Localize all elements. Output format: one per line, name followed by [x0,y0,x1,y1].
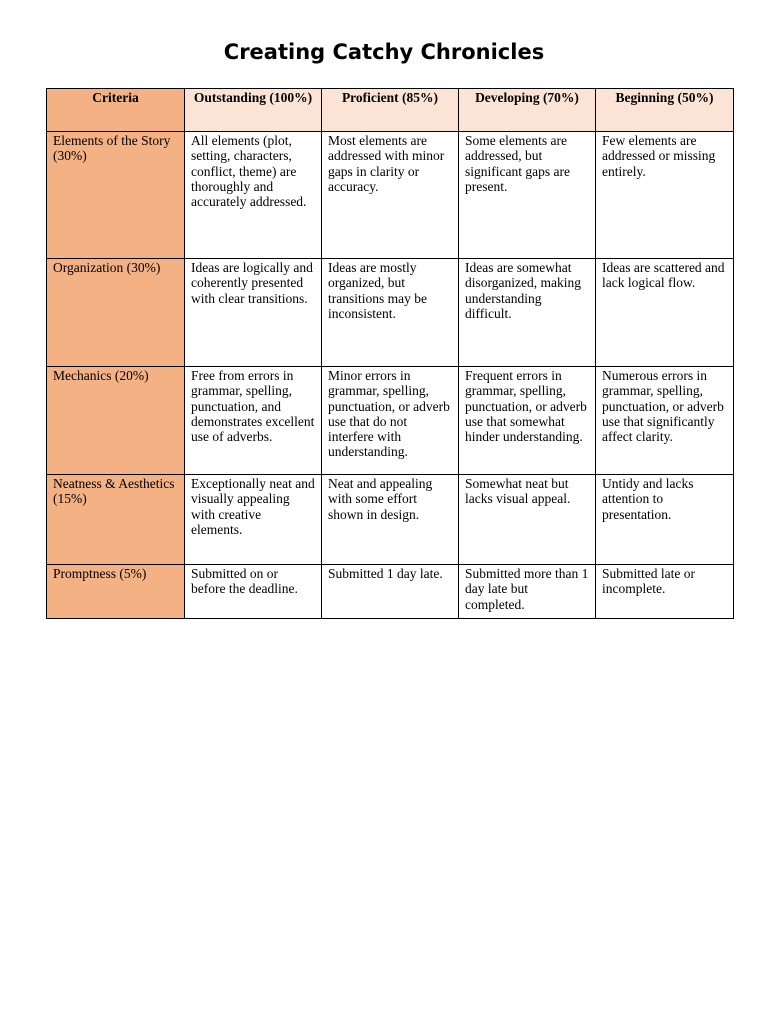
rubric-header-row [47,89,734,132]
page-title: Creating Catchy Chronicles [223,40,545,64]
criterion-label: Elements of the Story (30%) [47,132,185,259]
rubric-table [46,88,734,619]
cell-outstanding: Ideas are logically and coherently presented with clear transitions. [185,259,322,367]
cell-outstanding: Exceptionally neat and visually appealing with creative elements. [185,475,322,565]
cell-outstanding: All elements (plot, setting, characters, conflict, theme) are thoroughly and accurately addressed. [185,132,322,259]
criterion-label: Organization (30%) [47,259,185,367]
rubric-row-mechanics [47,367,734,475]
header-outstanding: Outstanding (100%) [185,89,322,132]
cell-developing: Somewhat neat but lacks visual appeal. [459,475,596,565]
cell-developing: Ideas are somewhat disorganized, making understanding difficult. [459,259,596,367]
cell-proficient: Submitted 1 day late. [322,565,459,619]
rubric-row-neatness-aesthetics [47,475,734,565]
cell-outstanding: Free from errors in grammar, spelling, punctuation, and demonstrates excellent use of adverbs. [185,367,322,475]
cell-proficient: Minor errors in grammar, spelling, punctuation, or adverb use that do not interfere with understanding. [322,367,459,475]
cell-beginning: Ideas are scattered and lack logical flow. [596,259,734,367]
cell-proficient: Most elements are addressed with minor gaps in clarity or accuracy. [322,132,459,259]
header-criteria: Criteria [47,89,185,132]
cell-beginning: Submitted late or incomplete. [596,565,734,619]
rubric-row-promptness [47,565,734,619]
criterion-label: Mechanics (20%) [47,367,185,475]
header-proficient: Proficient (85%) [322,89,459,132]
rubric-row-organization [47,259,734,367]
header-beginning: Beginning (50%) [596,89,734,132]
cell-beginning: Few elements are addressed or missing entirely. [596,132,734,259]
cell-proficient: Ideas are mostly organized, but transitions may be inconsistent. [322,259,459,367]
cell-developing: Some elements are addressed, but significant gaps are present. [459,132,596,259]
criterion-label: Neatness & Aesthetics (15%) [47,475,185,565]
cell-beginning: Numerous errors in grammar, spelling, punctuation, or adverb use that significantly affect clarity. [596,367,734,475]
rubric-row-elements-of-the-story [47,132,734,259]
criterion-label: Promptness (5%) [47,565,185,619]
cell-beginning: Untidy and lacks attention to presentation. [596,475,734,565]
cell-developing: Frequent errors in grammar, spelling, punctuation, or adverb use that somewhat hinder understanding. [459,367,596,475]
header-developing: Developing (70%) [459,89,596,132]
cell-developing: Submitted more than 1 day late but completed. [459,565,596,619]
cell-outstanding: Submitted on or before the deadline. [185,565,322,619]
cell-proficient: Neat and appealing with some effort shown in design. [322,475,459,565]
